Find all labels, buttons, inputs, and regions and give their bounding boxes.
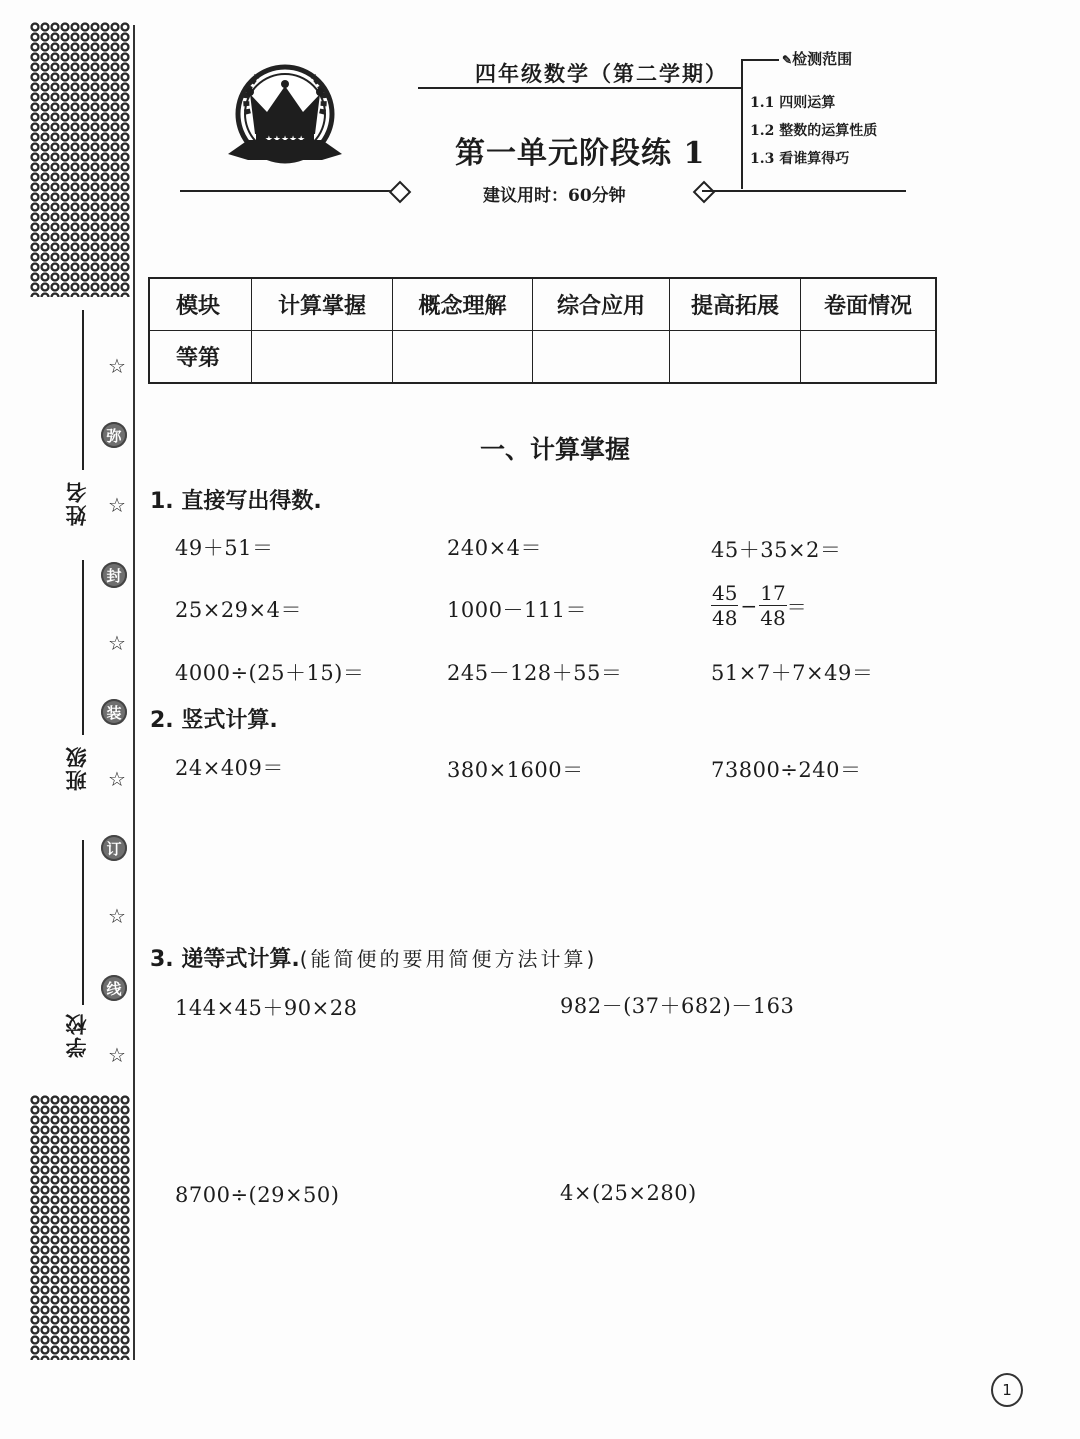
scope-item: 1.2 整数的运算性质 bbox=[750, 123, 878, 139]
seal-mi: 弥 bbox=[101, 422, 127, 448]
expression: 4000÷(25＋15)＝ bbox=[175, 661, 365, 685]
fraction: 45 48 bbox=[712, 581, 738, 630]
seal-zhuang: 装 bbox=[101, 699, 127, 725]
expression: 144×45＋90×28 bbox=[175, 996, 358, 1020]
fraction-expression bbox=[711, 581, 807, 630]
equals-sign: ＝ bbox=[786, 595, 807, 619]
star-icon: ☆ bbox=[108, 493, 126, 517]
page-number: 1 bbox=[991, 1373, 1023, 1407]
unit-title: 第一单元阶段练 1 bbox=[455, 136, 706, 171]
expression: 4×(25×280) bbox=[560, 1181, 697, 1205]
time-note: 建议用时：60分钟 bbox=[483, 186, 626, 206]
table-header-cell: 综合应用 bbox=[533, 278, 670, 331]
scope-bracket-vertical bbox=[741, 59, 743, 189]
star-icon: ☆ bbox=[108, 631, 126, 655]
expression: 982－(37＋682)－163 bbox=[560, 994, 795, 1018]
table-header-cell: 计算掌握 bbox=[252, 278, 393, 331]
class-label: 班级 bbox=[64, 745, 89, 791]
check-icon: ✎ bbox=[782, 53, 793, 67]
expression: 73800÷240＝ bbox=[711, 758, 862, 782]
fraction: $\frac{17}{48}$ bbox=[760, 581, 786, 630]
school-line bbox=[82, 840, 84, 1005]
table-header-cell: 概念理解 bbox=[393, 278, 533, 331]
star-icon: ☆ bbox=[108, 354, 126, 378]
question-2-title: 2. 竖式计算. bbox=[150, 708, 278, 733]
binding-pattern-top bbox=[30, 22, 130, 297]
expression: 245－128＋55＝ bbox=[447, 661, 623, 685]
scope-item: 1.1 四则运算 bbox=[750, 95, 836, 111]
section-title: 一、计算掌握 bbox=[480, 435, 631, 464]
minus-sign: − bbox=[740, 593, 758, 618]
scope-item: 1.3 看谁算得巧 bbox=[750, 151, 850, 167]
star-icon: ☆ bbox=[108, 1043, 126, 1067]
binding-pattern-bottom bbox=[30, 1095, 130, 1360]
grade-cell[interactable] bbox=[801, 331, 937, 384]
seal-ding: 订 bbox=[101, 835, 127, 861]
score-table-row bbox=[149, 331, 936, 384]
expression: 380×1600＝ bbox=[447, 758, 584, 782]
question-3-title: 3. 递等式计算.(能简便的要用简便方法计算) bbox=[150, 947, 598, 972]
class-line bbox=[82, 560, 84, 735]
expression: 25×29×4＝ bbox=[175, 598, 302, 622]
school-label: 学校 bbox=[64, 1012, 89, 1058]
expression: 8700÷(29×50) bbox=[175, 1183, 340, 1207]
scope-title: ✎检测范围 bbox=[782, 50, 853, 68]
question-3-note: (能简便的要用简便方法计算) bbox=[299, 947, 598, 971]
table-cell: 等第 bbox=[149, 331, 252, 384]
score-table-header-row bbox=[149, 278, 936, 331]
grade-cell[interactable] bbox=[533, 331, 670, 384]
seal-xian: 线 bbox=[101, 975, 127, 1001]
table-header-cell: 卷面情况 bbox=[801, 278, 937, 331]
expression: 51×7＋7×49＝ bbox=[711, 661, 874, 685]
name-line bbox=[82, 310, 84, 470]
expression: 49＋51＝ bbox=[175, 536, 274, 560]
header-bottom-line-left bbox=[180, 190, 398, 192]
book-title: 四年级数学（第二学期） bbox=[475, 61, 728, 86]
binding-margin-line bbox=[133, 25, 135, 1360]
seal-feng: 封 bbox=[101, 562, 127, 588]
grade-cell[interactable] bbox=[393, 331, 533, 384]
ornament-right bbox=[693, 181, 716, 204]
expression: 240×4＝ bbox=[447, 536, 543, 560]
grade-cell[interactable] bbox=[670, 331, 801, 384]
score-table bbox=[148, 277, 937, 384]
star-icon: ☆ bbox=[108, 767, 126, 791]
grade-cell[interactable] bbox=[252, 331, 393, 384]
expression: 1000－111＝ bbox=[447, 598, 588, 622]
star-icon: ☆ bbox=[108, 904, 126, 928]
scope-bracket-top bbox=[743, 59, 779, 61]
question-1-title: 1. 直接写出得数. bbox=[150, 489, 322, 514]
expression: 24×409＝ bbox=[175, 756, 284, 780]
expression: 45＋35×2＝ bbox=[711, 538, 842, 562]
table-header-cell: 模块 bbox=[149, 278, 252, 331]
name-label: 姓名 bbox=[64, 480, 89, 526]
header-bottom-line-right bbox=[702, 190, 906, 192]
table-header-cell: 提高拓展 bbox=[670, 278, 801, 331]
crown-icon bbox=[222, 62, 348, 172]
ornament-left bbox=[389, 181, 412, 204]
